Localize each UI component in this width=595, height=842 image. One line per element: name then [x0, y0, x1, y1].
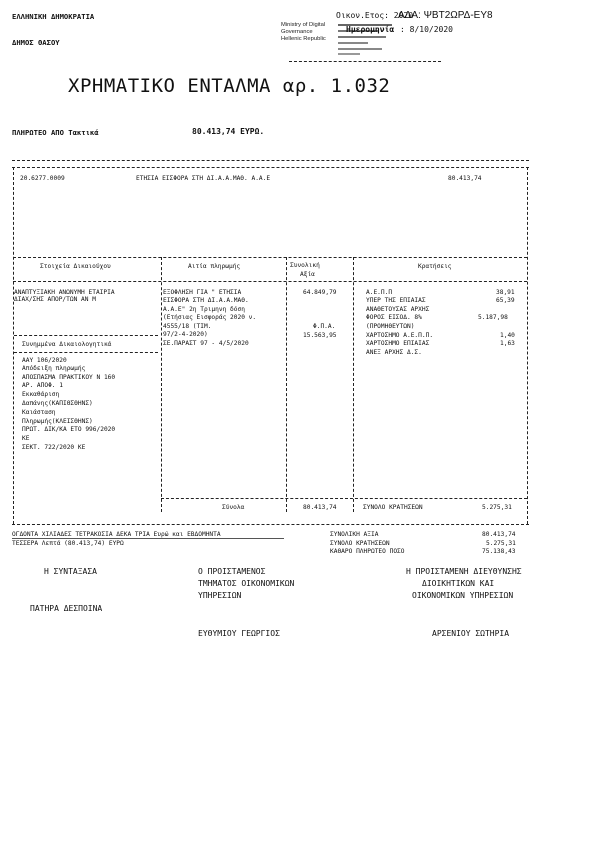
header-rule: [289, 61, 441, 62]
payable-label: ΠΛΗΡΩΤΕΟ ΑΠΟ Τακτικά: [12, 128, 99, 137]
doc-item: ΚΕ: [22, 435, 30, 442]
head-name: ΕΥΘΥΜΙΟΥ ΓΕΩΡΓΙΟΣ: [198, 629, 280, 638]
vat-value: 15.563,95: [303, 332, 337, 339]
ada-code: ΑΔΑ: ΨΒΤ2ΩΡΔ-ΕΥ8: [398, 10, 493, 21]
account-code: 20.6277.0009: [20, 175, 65, 182]
totals-row-top: [161, 498, 527, 499]
columns-header-top: [13, 257, 527, 258]
reason-line: 4555/18 (ΤΙΜ.: [163, 323, 212, 330]
municipality-heading: ΔΗΜΟΣ ΘΑΣΟΥ: [12, 38, 60, 47]
head-role-1: Ο ΠΡΟΙΣΤΑΜΕΝΟΣ: [198, 567, 266, 576]
deduction-name: ΥΠΕΡ ΤΗΣ ΕΠΙΑΙΑΣ: [366, 297, 426, 304]
director-name: ΑΡΣΕΝΙΟΥ ΣΩΤΗΡΙΑ: [432, 629, 510, 638]
deduction-name: ΑΝΕΞ ΑΡΧΗΣ Δ.Σ.: [366, 349, 422, 356]
table-top-rule-2: [12, 167, 529, 168]
columns-header-bottom: [13, 281, 527, 282]
summary-value: 5.275,31: [486, 540, 516, 547]
summary-value: 75.138,43: [482, 548, 516, 555]
republic-heading: ΕΛΛΗΝΙΚΗ ΔΗΜΟΚΡΑΤΙΑ: [12, 12, 95, 21]
reason-line: ΕΞΟΦΛΗΣΗ ΓΙΑ " ΕΤΗΣΙΑ: [163, 289, 242, 296]
col-header-reason: Αιτία πληρωμής: [188, 263, 241, 270]
amount-in-words-1: ΟΓΔΟΝΤΑ ΧΙΛΙΑΔΕΣ ΤΕΤΡΑΚΟΣΙΑ ΔΕΚΑ ΤΡΙΑ Ευρώ και ΕΒΔΟΜΗΝΤΑ: [12, 531, 221, 538]
col-sep-2: [286, 257, 287, 512]
reason-line: ΕΙΣΦΟΡΑ ΣΤΗ ΔΙ.Α.Α.ΜΑΘ.: [163, 297, 249, 304]
docs-label: Συνημμένα Δικαιολογητικά: [22, 341, 112, 348]
reason-line: Α.Α.Ε" 2η Τριμηνη δόση: [163, 306, 245, 313]
ministry-line-3: Hellenic Republic: [281, 36, 326, 42]
col-sep-1: [161, 257, 162, 512]
deduction-value: 38,91: [496, 289, 515, 296]
col-header-total: Συνολική: [290, 262, 320, 269]
head-role-3: ΥΠΗΡΕΣΙΩΝ: [198, 591, 242, 600]
page-title: ΧΡΗΜΑΤΙΚΟ ΕΝΤΑΛΜΑ αρ. 1.032: [68, 75, 391, 97]
deduction-name: Α.Ε.Π.Π: [366, 289, 393, 296]
beneficiary-name-2: ΔΙΑΧ/ΣΗΣ ΑΠΟΡ/ΤΩΝ ΑΝ Μ: [14, 296, 96, 303]
doc-item: ΑΠΟΣΠΑΣΜΑ ΠΡΑΚΤΙΚΟΥ Ν 160: [22, 374, 116, 381]
deduction-value: 5.187,98: [478, 314, 508, 321]
doc-item: ΣΕΚΤ. 722/2020 ΚΕ: [22, 444, 86, 451]
docs-sep-top: [14, 335, 158, 336]
deduction-name: (ΠΡΟΜΗΘΕΥΤΩΝ): [366, 323, 415, 330]
col-sep-3: [353, 257, 354, 512]
doc-item: Εκκαθάριση: [22, 391, 60, 398]
words-underline: [12, 538, 284, 539]
deduction-name: ΑΝΑΘΕΤΟΥΣΑΣ ΑΡΧΗΣ: [366, 306, 430, 313]
table-right-border: [527, 167, 528, 524]
fiscal-year: Οικον.Ετος: 2020: [336, 11, 414, 20]
date-value: : 8/10/2020: [400, 25, 453, 34]
deduction-value: 65,39: [496, 297, 515, 304]
doc-item: ΑΑΥ 106/2020: [22, 357, 67, 364]
totals-deductions-label: ΣΥΝΟΛΟ ΚΡΑΤΗΣΕΩΝ: [363, 504, 423, 511]
doc-item: ΠΡΩΤ. ΔΙΚ/ΚΑ ΕΤΟ 996/2020: [22, 426, 116, 433]
reason-line: 97/2-4-2020): [163, 331, 208, 338]
totals-amount: 80.413,74: [303, 504, 337, 511]
drafter-name: ΠΑΤΗΡΑ ΔΕΣΠΟΙΝΑ: [30, 604, 103, 613]
table-left-border: [13, 167, 14, 524]
amount-in-words-2: ΤΕΣΣΕΡΑ Λεπτά (80.413,74) ΕΥΡΩ: [12, 540, 124, 547]
director-role-3: ΟΙΚΟΝΟΜΙΚΩΝ ΥΠΗΡΕΣΙΩΝ: [412, 591, 514, 600]
summary-label: ΣΥΝΟΛΟ ΚΡΑΤΗΣΕΩΝ: [330, 540, 390, 547]
payable-amount: 80.413,74 ΕΥΡΩ.: [192, 127, 265, 136]
doc-item: Πληρωμής(ΚΛΕΙΣΘΗΝΣ): [22, 418, 93, 425]
deduction-value: 1,63: [500, 340, 515, 347]
ministry-line-1: Ministry of Digital: [281, 22, 326, 28]
drafter-role: Η ΣΥΝΤΑΞΑΣΑ: [44, 567, 97, 576]
account-description: ΕΤΗΣΙΑ ΕΙΣΦΟΡΑ ΣΤΗ ΔΙ.Α.Α.ΜΑΘ. Α.Α.Ε: [136, 175, 271, 182]
summary-label: ΚΑΘΑΡΟ ΠΛΗΡΩΤΕΟ ΠΟΣΟ: [330, 548, 405, 555]
director-role-1: Η ΠΡΟΙΣΤΑΜΕΝΗ ΔΙΕΥΘΥΝΣΗΣ: [406, 567, 522, 576]
summary-label: ΣΥΝΟΛΙΚΗ ΑΞΙΑ: [330, 531, 379, 538]
doc-item: ΑΡ. ΑΠΟΦ. 1: [22, 382, 63, 389]
deduction-name: ΧΑΡΤΟΣΗΜΟ Α.Ε.Π.Π.: [366, 332, 434, 339]
head-role-2: ΤΜΗΜΑΤΟΣ ΟΙΚΟΝΟΜΙΚΩΝ: [198, 579, 295, 588]
col-header-deductions: Κρατήσεις: [418, 263, 452, 270]
beneficiary-name-1: ΑΝΑΠΤΥΞΙΑΚΗ ΑΝΩΝΥΜΗ ΕΤΑΙΡΙΑ: [14, 289, 115, 296]
deduction-name: ΦΟΡΟΣ ΕΙΣΟΔ. 8%: [366, 314, 422, 321]
doc-item: Απόδειξη πληρωμής: [22, 365, 86, 372]
gross-value: 64.849,79: [303, 289, 337, 296]
doc-item: Καιάσταση: [22, 409, 56, 416]
vat-label: Φ.Π.Α.: [313, 323, 336, 330]
col-header-total-sub: Αξία: [300, 271, 315, 278]
reason-line: (Ετήσιας Εισφοράς 2020 ν.: [163, 314, 257, 321]
docs-sep-bottom: [14, 352, 158, 353]
doc-item: Δαπάνης(ΚΑΠΙΘΣΘΗΝΣ): [22, 400, 93, 407]
summary-value: 80.413,74: [482, 531, 516, 538]
totals-deductions-amount: 5.275,31: [482, 504, 512, 511]
totals-label: Σύνολα: [222, 504, 245, 511]
table-top-rule: [12, 160, 529, 161]
deduction-value: 1,40: [500, 332, 515, 339]
col-header-beneficiary: Στοιχεία Δικαιούχου: [40, 263, 111, 270]
table-bottom-rule: [12, 524, 529, 525]
account-amount: 80.413,74: [448, 175, 482, 182]
deduction-name: ΧΑΡΤΟΣΗΜΟ ΕΠΙΑΙΑΣ: [366, 340, 430, 347]
ministry-line-2: Governance: [281, 29, 313, 35]
date-label: Ημερομηνία: [346, 25, 395, 34]
director-role-2: ΔΙΟΙΚΗΤΙΚΩΝ ΚΑΙ: [422, 579, 495, 588]
reason-line: ΣΕ.ΠΑΡΑΣΤ 97 - 4/5/2020: [163, 340, 249, 347]
